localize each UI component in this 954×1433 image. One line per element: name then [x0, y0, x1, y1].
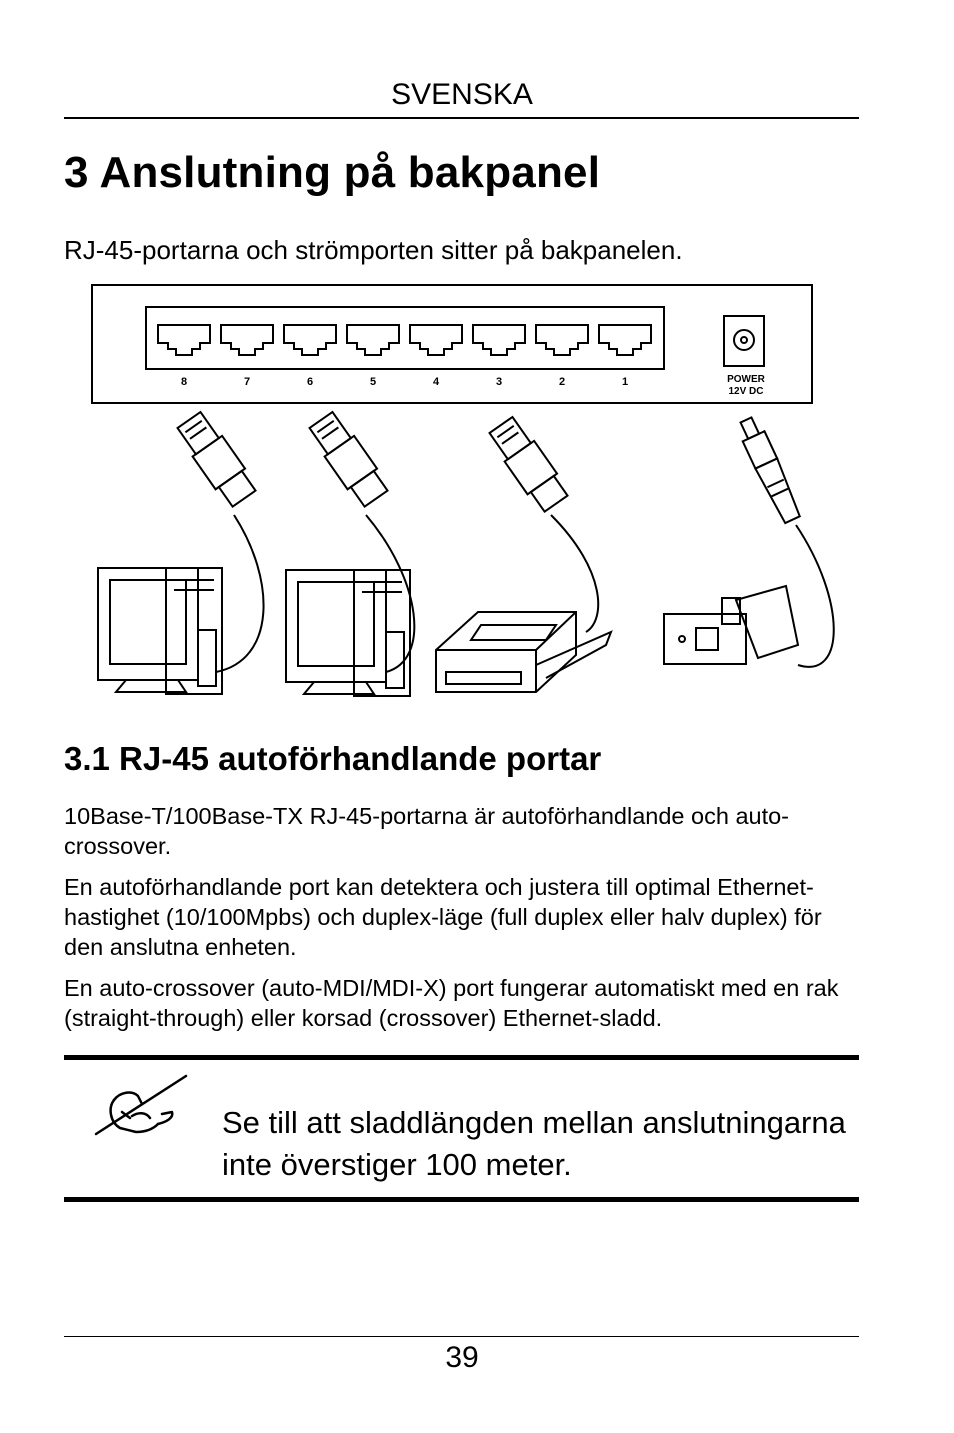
rj45-port-2 [536, 325, 588, 355]
rj45-ports [158, 325, 651, 355]
desktop-computer-1 [98, 568, 222, 694]
power-cable [796, 525, 834, 667]
desktop-computer-2 [286, 570, 410, 696]
rj45-plug-1 [174, 410, 259, 509]
port-label-2: 2 [558, 376, 566, 388]
rj45-port-4 [410, 325, 462, 355]
note-bottom-divider [64, 1197, 859, 1202]
header-divider [64, 117, 859, 119]
pen-hand-icon [92, 1072, 192, 1142]
printer [436, 612, 611, 692]
rj45-plug-2 [306, 410, 391, 509]
port-label-3: 3 [495, 376, 503, 388]
port-label-8: 8 [180, 376, 188, 388]
rj45-port-8 [158, 325, 210, 355]
rj45-port-1 [599, 325, 651, 355]
note-top-divider [64, 1055, 859, 1060]
port-label-4: 4 [432, 376, 440, 388]
chapter-title: 3 Anslutning på bakpanel [64, 148, 601, 197]
port-label-7: 7 [243, 376, 251, 388]
port-label-1: 1 [621, 376, 629, 388]
wall-outlet-with-adapter [664, 586, 798, 664]
rear-panel-diagram [86, 280, 846, 710]
rj45-port-6 [284, 325, 336, 355]
running-header: SVENSKA [391, 78, 533, 111]
rj45-port-5 [347, 325, 399, 355]
note-text: Se till att sladdlängden mellan anslutningarna inte överstiger 100 meter. [222, 1105, 846, 1182]
paragraph-speed-duplex: En autoförhandlande port kan detektera och justera till optimal Ethernet-hastighet (10/100Mpbs) och duplex-läge (full duplex eller halv duplex) för den anslutna enheten. [64, 874, 822, 960]
section-title: 3.1 RJ-45 autoförhandlande portar [64, 740, 602, 777]
paragraph-autonegotiation: 10Base-T/100Base-TX RJ-45-portarna är autoförhandlande och auto-crossover. [64, 803, 790, 859]
port-label-5: 5 [369, 376, 377, 388]
rj45-port-3 [473, 325, 525, 355]
power-label-line1: POWER [727, 374, 765, 385]
power-jack [724, 316, 764, 366]
rj45-plug-3 [486, 415, 571, 514]
page-number: 39 [445, 1341, 479, 1374]
intro-text: RJ-45-portarna och strömporten sitter på bakpanelen. [64, 235, 683, 265]
paragraph-auto-crossover: En auto-crossover (auto-MDI/MDI-X) port fungerar automatiskt med en rak (straight-through) eller korsad (crossover) Ethernet-sladd. [64, 975, 839, 1031]
power-label-line2: 12V DC [728, 386, 764, 397]
ethernet-cable-1 [216, 515, 264, 672]
port-label-6: 6 [306, 376, 314, 388]
port-block [146, 307, 664, 369]
dc-power-plug [735, 415, 803, 525]
footer-divider [64, 1336, 859, 1337]
rj45-port-7 [221, 325, 273, 355]
